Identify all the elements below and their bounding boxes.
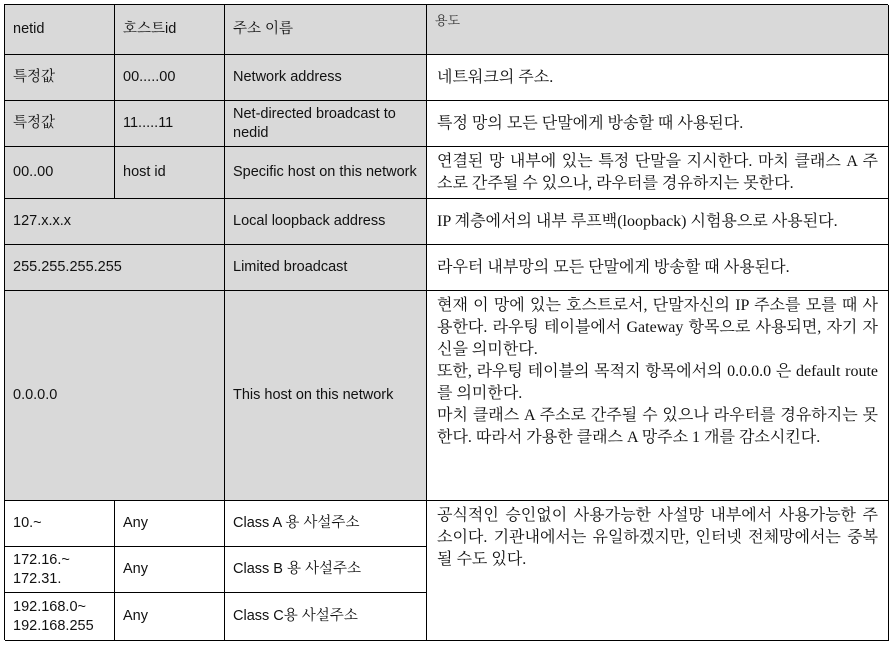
usage-text: 연결된 망 내부에 있는 특정 단말을 지시한다. 마치 클래스 A 주소로 간주될 수 있으나, 라우터를 경유하지는 못한다. — [437, 153, 878, 192]
cell-netid: 특정값 — [5, 55, 115, 101]
usage-text: 라우터 내부망의 모든 단말에게 방송할 때 사용된다. — [437, 258, 790, 276]
cell-hostid: 00.....00 — [115, 55, 225, 101]
cell-netid: 172.16.~ 172.31. — [5, 547, 115, 593]
cell-usage — [427, 55, 889, 101]
ip-address-table — [4, 4, 888, 640]
cell-netid: 10.~ — [5, 501, 115, 547]
header-address-name: 주소 이름 — [225, 5, 427, 55]
cell-address-name: Limited broadcast — [225, 245, 427, 291]
usage-text: 공식적인 승인없이 사용가능한 사설망 내부에서 사용가능한 주소이다. 기관내에서는 유일하겠지만, 인터넷 전체망에서는 중복될 수도 있다. — [437, 507, 878, 568]
cell-address-name: This host on this network — [225, 291, 427, 501]
cell-address-name: Local loopback address — [225, 199, 427, 245]
usage-text: 특정 망의 모든 단말에게 방송할 때 사용된다. — [437, 114, 744, 132]
usage-paragraph: 현재 이 망에 있는 호스트로서, 단말자신의 IP 주소를 모를 때 사용한다. 라우팅 테이블에서 Gateway 항목으로 사용되면, 자기 자신을 의미한다. — [437, 297, 878, 358]
header-netid: netid — [5, 5, 115, 55]
cell-hostid: 11.....11 — [115, 101, 225, 147]
usage-text: 네트워크의 주소. — [437, 68, 554, 86]
cell-netid: 특정값 — [5, 101, 115, 147]
cell-hostid: Any — [115, 593, 225, 641]
cell-hostid: Any — [115, 547, 225, 593]
cell-address-name: Net-directed broadcast to nedid — [225, 101, 427, 147]
cell-usage — [427, 199, 889, 245]
cell-netid: 00..00 — [5, 147, 115, 199]
header-hostid: 호스트id — [115, 5, 225, 55]
cell-address-name: Class C용 사설주소 — [225, 593, 427, 641]
cell-address-name: Class A 용 사설주소 — [225, 501, 427, 547]
cell-usage — [427, 101, 889, 147]
cell-netid: 0.0.0.0 — [5, 291, 225, 501]
cell-address-name: Specific host on this network — [225, 147, 427, 199]
cell-netid: 255.255.255.255 — [5, 245, 225, 291]
cell-netid: 192.168.0~ 192.168.255 — [5, 593, 115, 641]
cell-address-name: Class B 용 사설주소 — [225, 547, 427, 593]
cell-usage-private — [427, 501, 889, 641]
header-usage: 용도 — [427, 5, 889, 55]
usage-paragraph: 마치 클래스 A 주소로 간주될 수 있으나 라우터를 경유하지는 못한다. 따라서 가용한 클래스 A 망주소 1 개를 감소시킨다. — [437, 407, 878, 446]
cell-netid: 127.x.x.x — [5, 199, 225, 245]
usage-paragraph: 또한, 라우팅 테이블의 목적지 항목에서의 0.0.0.0 은 default route 를 의미한다. — [437, 363, 878, 402]
cell-hostid: host id — [115, 147, 225, 199]
cell-usage — [427, 245, 889, 291]
cell-address-name: Network address — [225, 55, 427, 101]
cell-usage — [427, 291, 889, 501]
cell-hostid: Any — [115, 501, 225, 547]
cell-usage — [427, 147, 889, 199]
usage-text: IP 계층에서의 내부 루프백(loopback) 시험용으로 사용된다. — [437, 212, 838, 230]
